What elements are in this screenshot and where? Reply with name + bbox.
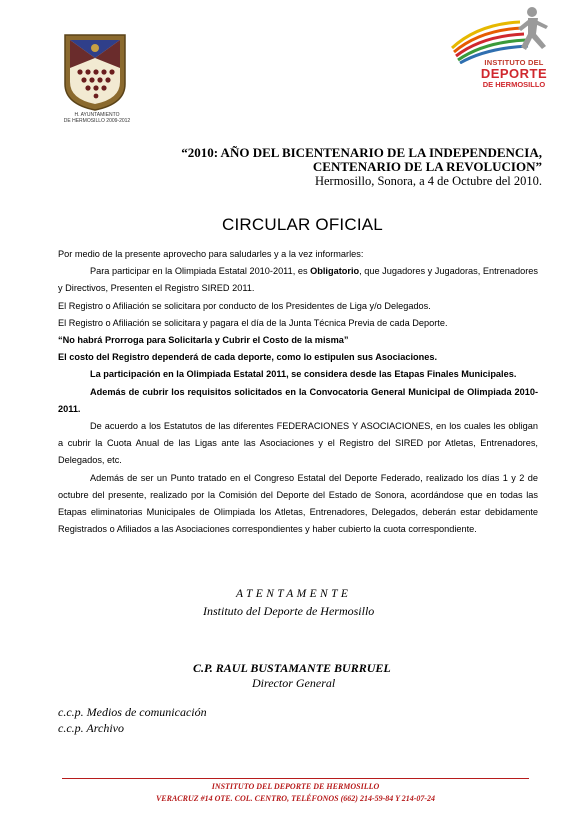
- crest-caption: H. AYUNTAMIENTO DE HERMOSILLO 2009-2012: [63, 112, 131, 124]
- document-title: CIRCULAR OFICIAL: [222, 215, 383, 234]
- motto-line-1: “2010: AÑO DEL BICENTENARIO DE LA INDEPENDENCIA,: [181, 145, 542, 160]
- logo-line-3: DE HERMOSILLO: [482, 80, 546, 89]
- institute-logo-text: [462, 58, 566, 89]
- paragraph-no-extension: “No habrá Prorroga para Solicitarla y Cubrir el Costo de la misma”: [58, 335, 349, 346]
- paragraph-participation: [58, 263, 538, 297]
- paragraph-registration: El Registro o Afiliación se solicitara por conducto de los Presidentes de Liga y/o Delegados.: [58, 300, 431, 311]
- closing-atentamente: ATENTAMENTE: [236, 588, 352, 600]
- paragraph-cost: El costo del Registro dependerá de cada deporte, como lo estipulen sus Asociaciones.: [58, 352, 437, 363]
- municipal-crest-icon: [62, 32, 128, 112]
- text-run: Para participar en la Olimpiada Estatal 2010-2011, es: [90, 266, 311, 277]
- paragraph-registration-payment: El Registro o Afiliación se solicitara y pagara el día de la Junta Técnica Previa de cada Deporte.: [58, 317, 448, 328]
- paragraph-greeting: Por medio de la presente aprovecho para saludarles y a la vez informarles:: [58, 249, 364, 259]
- footer-institute: INSTITUTO DEL DEPORTE DE HERMOSILLO: [211, 782, 380, 791]
- text-run: , que Jugadores y Jugadoras, Entrenadores y Directivos, Presenten el Registro SIRED 2011.: [58, 266, 538, 294]
- ccp-line-2: c.c.p. Archivo: [58, 721, 124, 735]
- motto: [140, 146, 542, 174]
- document-body: [58, 246, 538, 538]
- footer-address: VERACRUZ #14 OTE. COL. CENTRO, TELÉFONOS (662) 214-59-84 Y 214-07-24: [155, 794, 436, 803]
- logo-line-1: INSTITUTO DEL: [484, 58, 544, 67]
- signer-title: Director General: [252, 676, 336, 690]
- paragraph-stages: La participación en la Olimpiada Estatal 2011, se considera desde las Etapas Finales Municipales.: [90, 369, 517, 380]
- footer-divider: [62, 778, 529, 779]
- ccp-line-1: c.c.p. Medios de comunicación: [58, 705, 207, 719]
- signer-name: C.P. RAUL BUSTAMANTE BURRUEL: [193, 661, 391, 675]
- paragraph-requirements: Además de cubrir los requisitos solicitados en la Convocatoria General Municipal de Olimpiada 2010-2011.: [58, 386, 538, 414]
- paragraph-congress: Además de ser un Punto tratado en el Congreso Estatal del Deporte Federado, realizado los días 1 y 2 de octubre del presente, realizado por la Comisión del Deporte del Estado de Sonora, acordándose que en todas las Etapas eliminatorias Municipales de Olimpiada los Atletas, Entrenadores, Delegados, deberán estar debidamente Registrados o Afiliados a las Asociaciones correspondientes y haber cubierto la cuota correspondiente.: [58, 472, 538, 535]
- closing-institute: Instituto del Deporte de Hermosillo: [203, 604, 375, 618]
- paragraph-statutes: De acuerdo a los Estatutos de las diferentes FEDERACIONES Y ASOCIACIONES, en los cuales les obligan a cubrir la Cuota Anual de las Ligas ante las Asociaciones y el Registro del SIRED por Atletas, Entrenadores, Delegados, etc.: [58, 421, 538, 466]
- logo-line-2: DEPORTE: [480, 66, 548, 81]
- motto-line-2: CENTENARIO DE LA REVOLUCION”: [312, 159, 542, 174]
- text-run-bold: Obligatorio: [310, 266, 360, 277]
- place-date: Hermosillo, Sonora, a 4 de Octubre del 2010.: [314, 174, 542, 188]
- runner-logo-icon: [448, 4, 552, 64]
